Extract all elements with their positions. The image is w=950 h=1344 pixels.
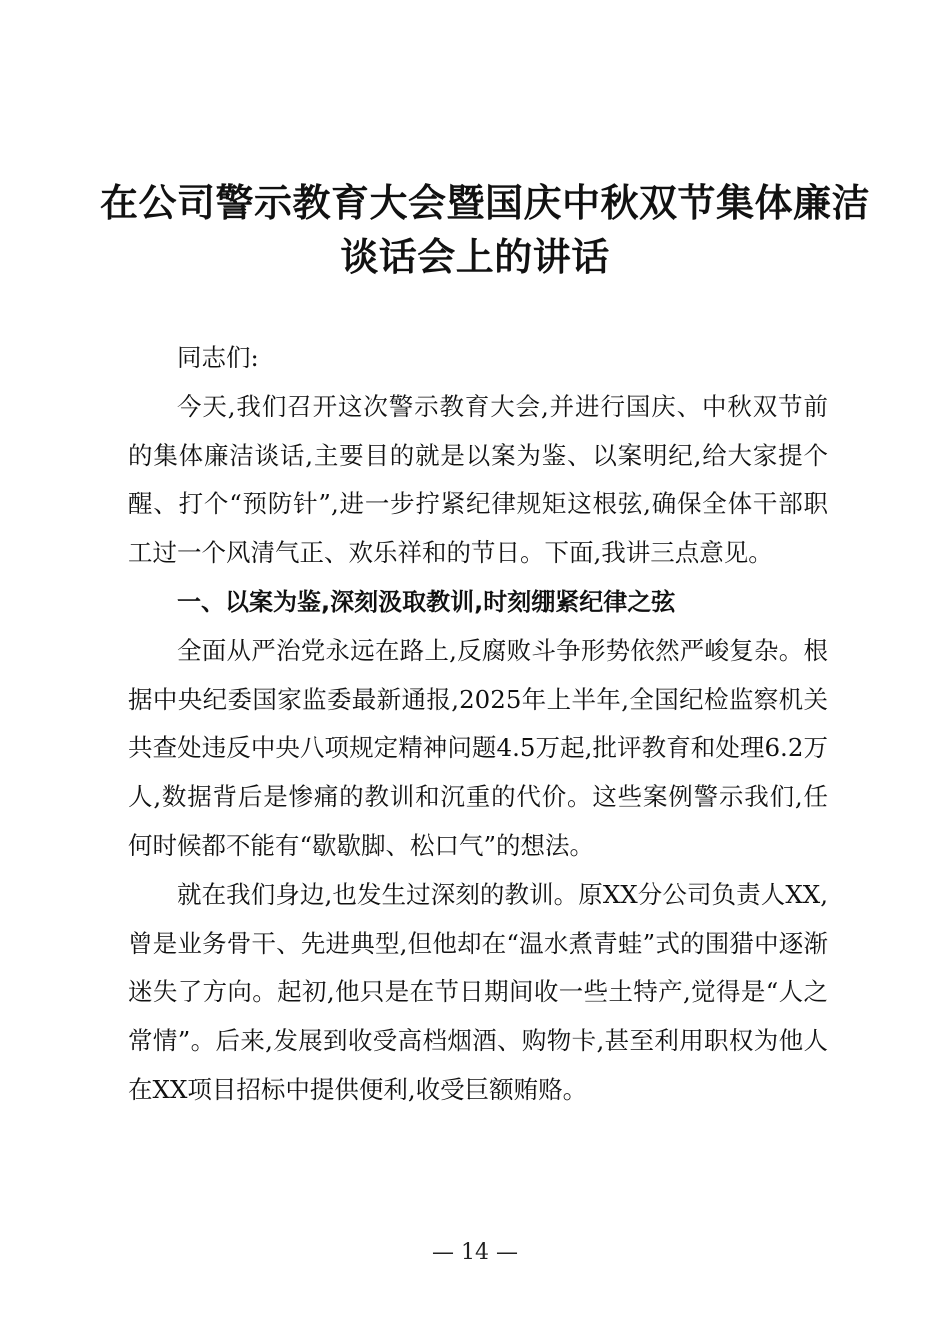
document-body: [128, 334, 828, 1115]
section-heading: 一、以案为鉴,深刻汲取教训,时刻绷紧纪律之弦: [177, 587, 676, 616]
document-title: [100, 176, 871, 284]
title-line-1: 在公司警示教育大会暨国庆中秋双节集体廉洁: [100, 181, 871, 225]
salutation: 同志们:: [177, 343, 259, 372]
section-paragraph-2: 就在我们身边,也发生过深刻的教训。原XX分公司负责人XX,曾是业务骨干、先进典型,但他却在“温水煮青蛙”式的围猎中逐渐迷失了方向。起初,他只是在节日期间收一些土特产,觉得是“人之常情”。后来,发展到收受高档烟酒、购物卡,甚至利用职权为他人在XX项目招标中提供便利,收受巨额贿赂。: [128, 879, 828, 1104]
section-paragraph-1: 全面从严治党永远在路上,反腐败斗争形势依然严峻复杂。根据中央纪委国家监委最新通报,2025年上半年,全国纪检监察机关共查处违反中央八项规定精神问题4.5万起,批评教育和处理6.2万人,数据背后是惨痛的教训和沉重的代价。这些案例警示我们,任何时候都不能有“歇歇脚、松口气”的想法。: [128, 635, 828, 860]
title-line-2: 谈话会上的讲话: [340, 235, 610, 279]
intro-paragraph: 今天,我们召开这次警示教育大会,并进行国庆、中秋双节前的集体廉洁谈话,主要目的就是以案为鉴、以案明纪,给大家提个醒、打个“预防针”,进一步拧紧纪律规矩这根弦,确保全体干部职工过一个风清气正、欢乐祥和的节日。下面,我讲三点意见。: [128, 391, 828, 568]
page-number: — 14 —: [432, 1240, 518, 1265]
